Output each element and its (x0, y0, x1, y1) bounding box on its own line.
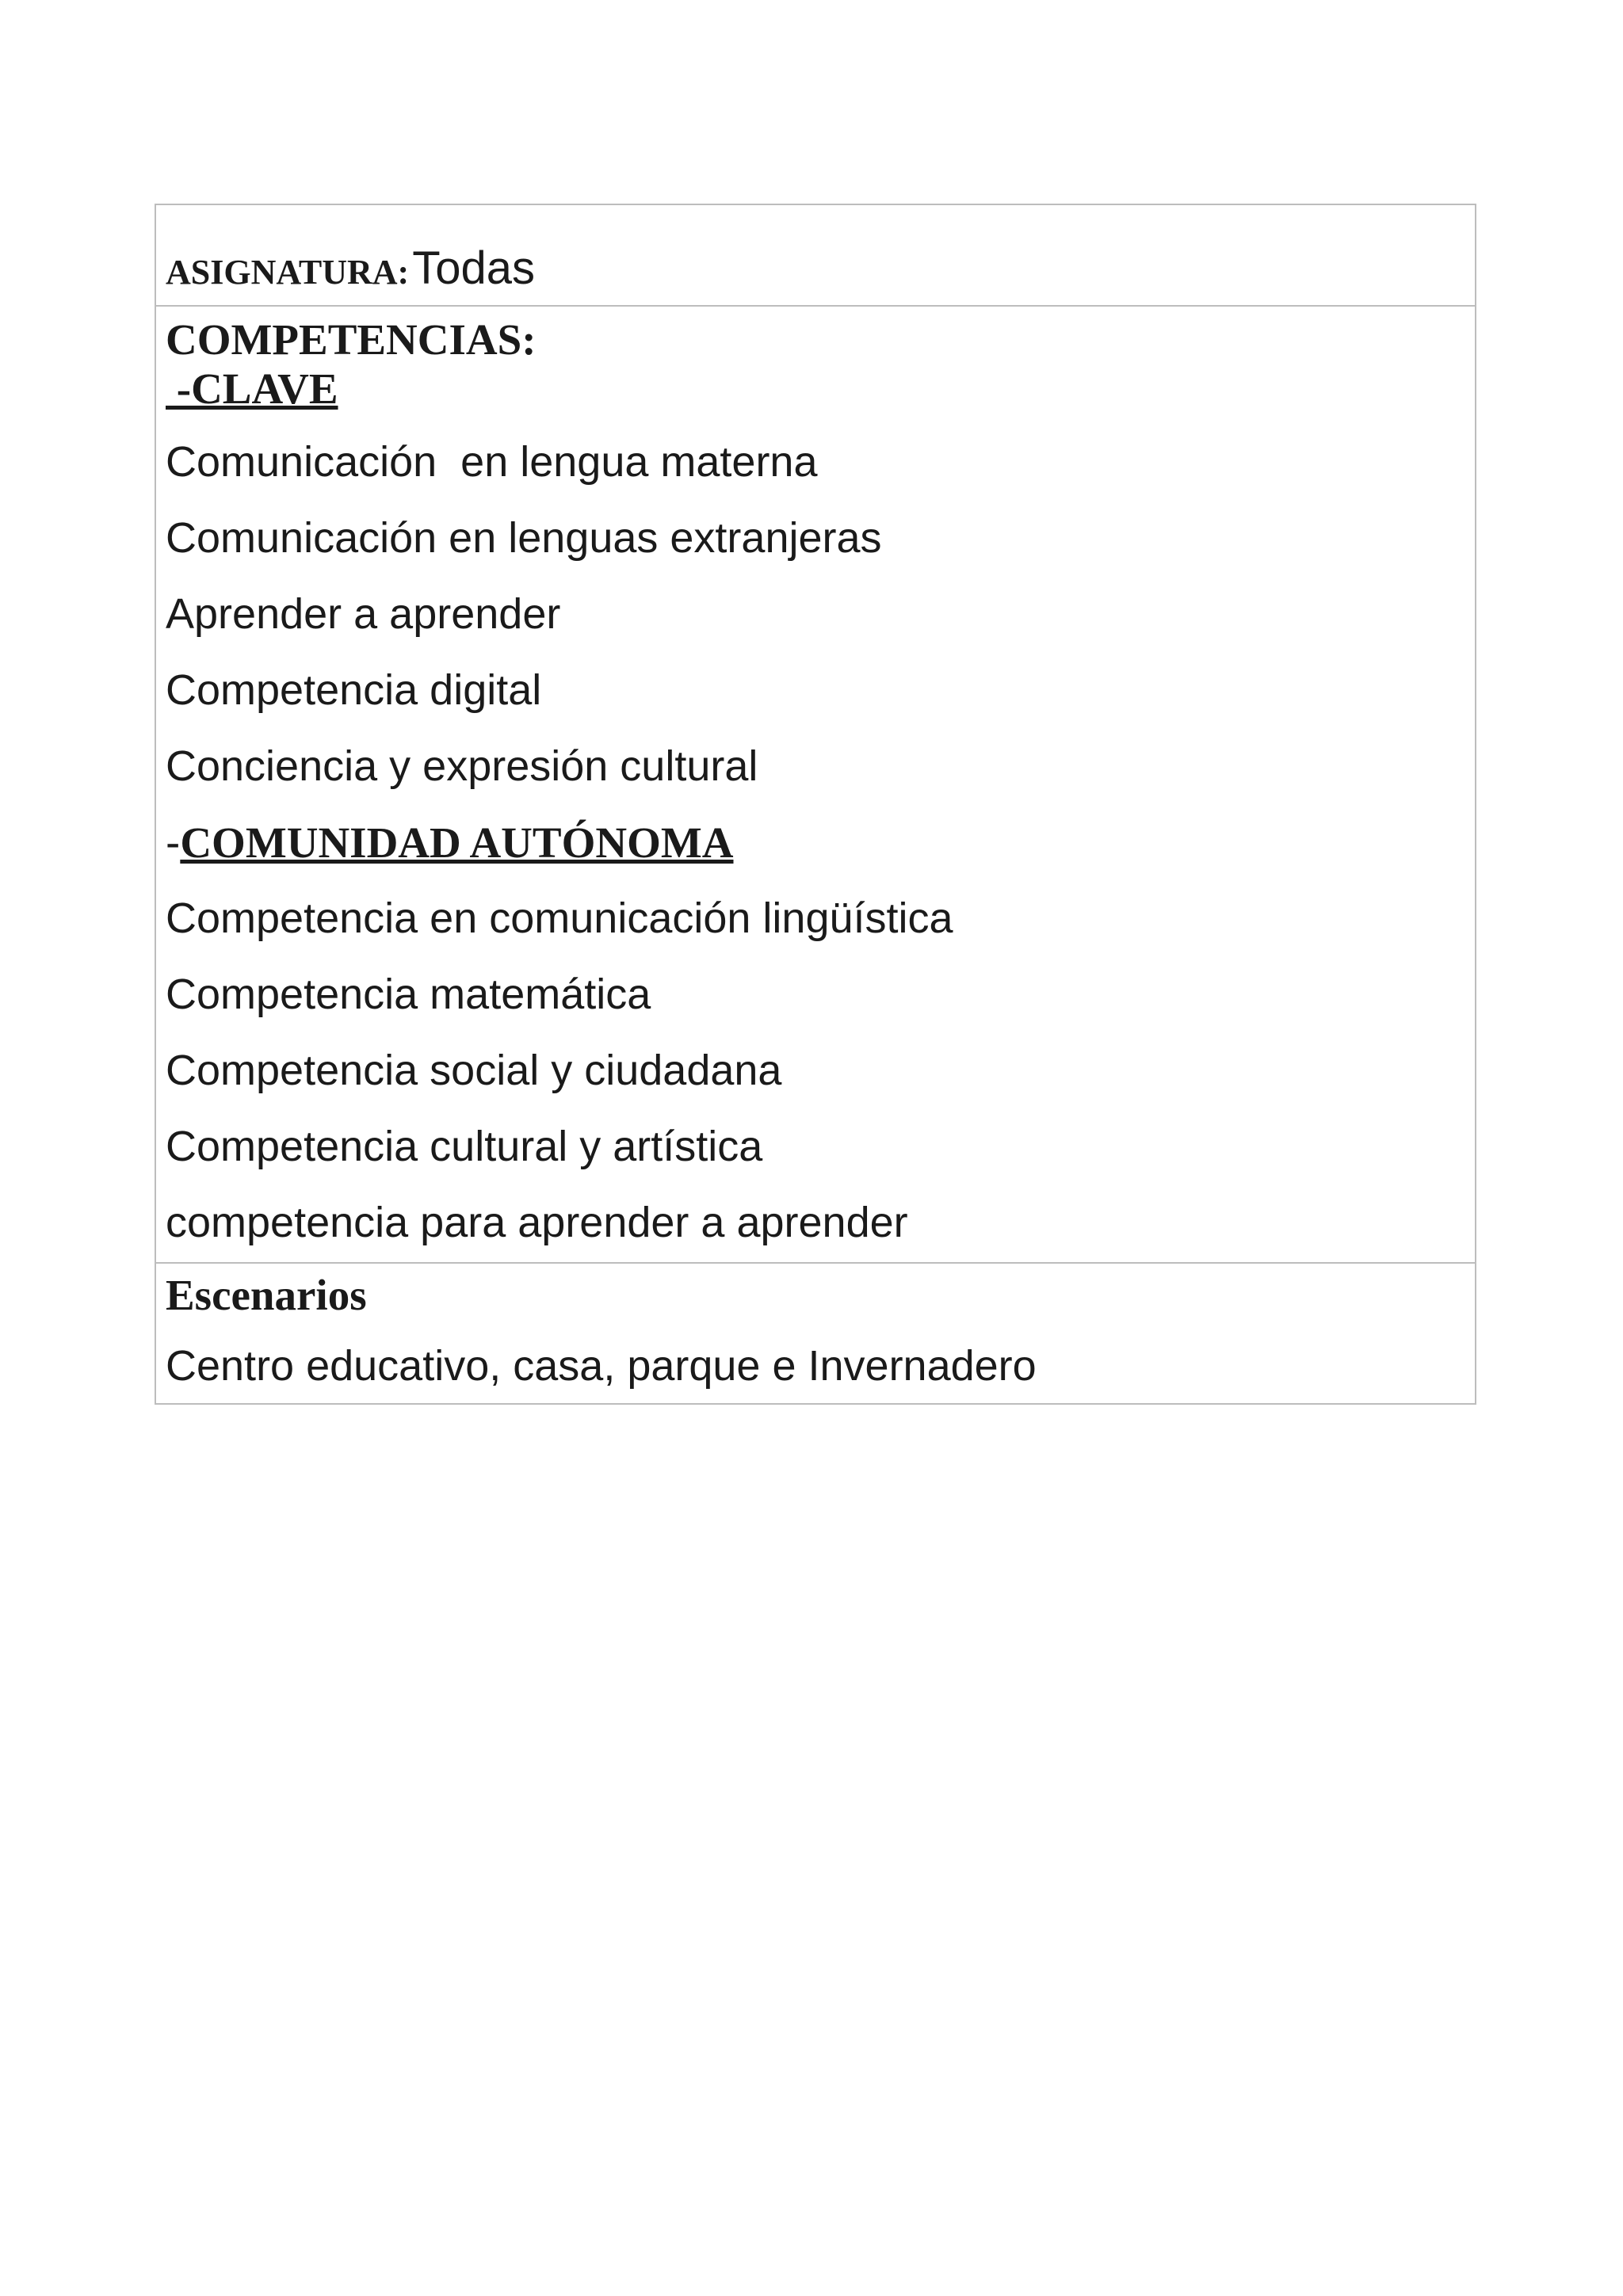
clave-heading: -CLAVE (166, 364, 338, 413)
comunidad-title: COMUNIDAD AUTÓNOMA (180, 818, 734, 867)
comunidad-item: Competencia matemática (166, 971, 651, 1018)
comunidad-dash: - (166, 818, 181, 867)
asignatura-row (156, 205, 1475, 305)
document-table (155, 204, 1476, 1405)
clave-item: Comunicación en lengua materna (166, 438, 818, 486)
competencias-row (156, 305, 1475, 1262)
escenarios-value: Centro educativo, casa, parque e Invernadero (166, 1342, 1037, 1390)
asignatura-label: ASIGNATURA: (166, 253, 410, 292)
comunidad-heading (166, 816, 734, 869)
comunidad-item: competencia para aprender a aprender (166, 1199, 908, 1246)
asignatura-value: Todas (412, 242, 535, 294)
clave-item: Conciencia y expresión cultural (166, 742, 758, 790)
comunidad-item: Competencia en comunicación lingüística (166, 894, 953, 942)
asignatura-line (166, 242, 535, 295)
clave-item: Aprender a aprender (166, 590, 561, 638)
escenarios-row (156, 1262, 1475, 1403)
clave-item: Comunicación en lenguas extranjeras (166, 514, 882, 562)
escenarios-heading: Escenarios (166, 1271, 367, 1319)
competencias-heading: COMPETENCIAS: (166, 315, 537, 364)
comunidad-item: Competencia cultural y artística (166, 1123, 763, 1170)
clave-item: Competencia digital (166, 666, 542, 714)
comunidad-item: Competencia social y ciudadana (166, 1047, 782, 1094)
